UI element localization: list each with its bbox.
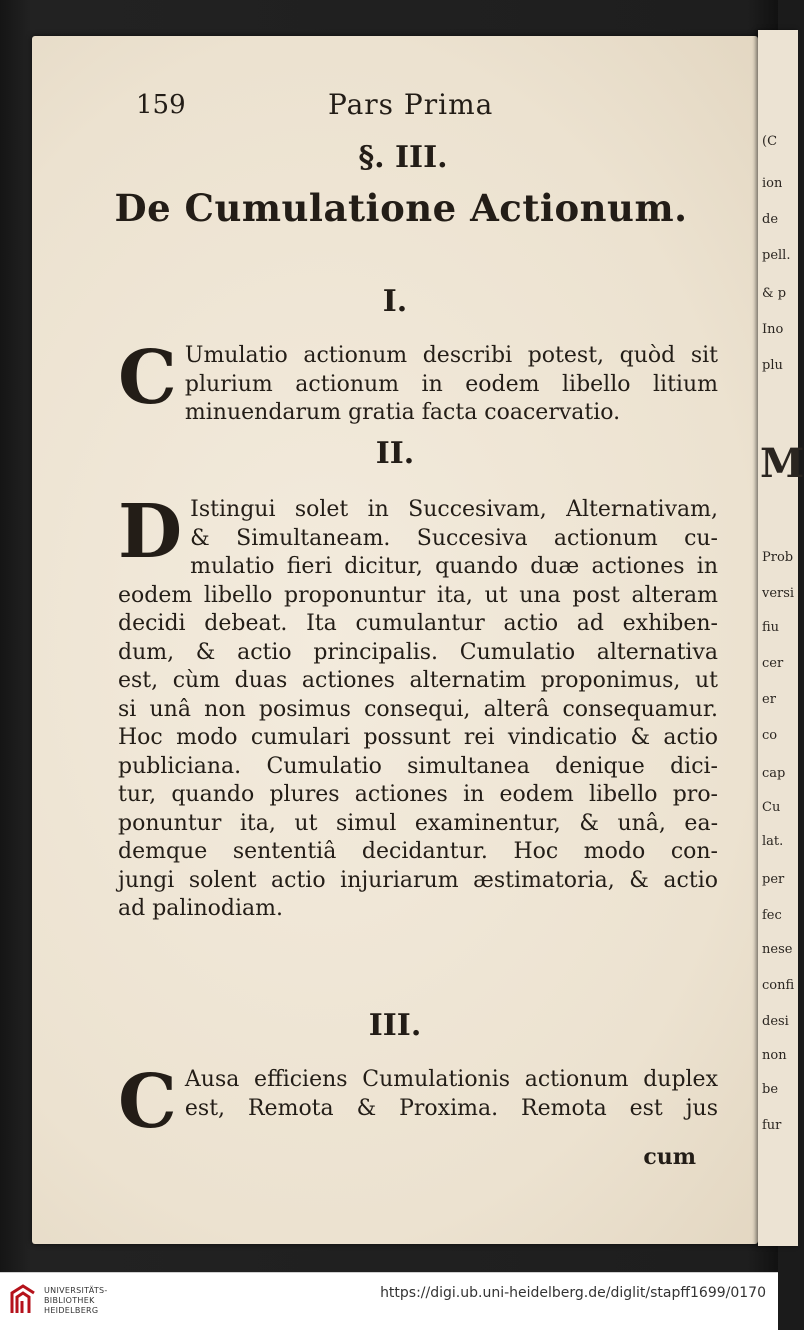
text-line: decidi debeat. Ita cumulantur actio ad exhiben- <box>118 611 718 636</box>
text-line: eodem libello proponuntur ita, ut una post alteram <box>118 582 718 608</box>
adjacent-page-text: Ino <box>762 322 784 337</box>
university-library-logo-icon[interactable] <box>8 1283 38 1317</box>
catchword: cum <box>643 1144 696 1170</box>
text-line: Istingui solet in Succesivam, Alternativam, <box>190 497 718 522</box>
text-line: Hoc modo cumulari possunt rei vindicatio & actio <box>118 725 718 750</box>
adjacent-page-text: plu <box>762 358 783 373</box>
running-head: Pars Prima <box>328 88 494 121</box>
adjacent-page-text: er <box>762 692 776 707</box>
text-line: minuendarum gratia facta coacervatio. <box>184 400 621 425</box>
text-line: ponuntur ita, ut simul examinentur, & unâ, ea- <box>118 810 718 836</box>
adjacent-page-text: cap <box>762 766 786 781</box>
text-line: tur, quando plures actiones in eodem libello pro- <box>118 782 718 807</box>
chapter-title: De Cumulatione Actionum. <box>114 186 688 230</box>
library-name-line: UNIVERSITÄTS- <box>44 1286 108 1295</box>
text-line: mulatio fieri dicitur, quando duæ actiones in <box>190 554 718 579</box>
book-page <box>32 36 758 1244</box>
text-line: est, Remota & Proxima. Remota est jus <box>184 1095 718 1121</box>
text-line: publiciana. Cumulatio simultanea denique dici- <box>118 753 718 779</box>
adjacent-page-text: per <box>762 872 785 887</box>
adjacent-page-text: (C <box>762 134 778 149</box>
adjacent-page-text: versi <box>762 586 795 601</box>
adjacent-page-text: cer <box>762 656 784 671</box>
text-line: dum, & actio principalis. Cumulatio alternativa <box>118 639 718 665</box>
adjacent-page-text: pell. <box>762 248 791 263</box>
adjacent-page-text: Prob <box>762 550 794 565</box>
paragraph-number-1: I. <box>382 284 408 319</box>
text-line: plurium actionum in eodem libello litium <box>184 371 718 397</box>
adjacent-page-text: de <box>762 212 779 227</box>
adjacent-page-text: lat. <box>762 834 784 849</box>
adjacent-page-text: co <box>762 728 778 743</box>
text-line: jungi solent actio injuriarum æstimatoria, & actio <box>118 867 718 893</box>
adjacent-page-text: fur <box>762 1118 782 1133</box>
paragraph-1 <box>118 335 718 428</box>
drop-cap: D <box>118 489 183 575</box>
adjacent-page-text: fec <box>762 908 782 923</box>
text-line: ad palinodiam. <box>118 896 283 921</box>
paragraph-number-2: II. <box>375 436 415 471</box>
adjacent-page-text: confi <box>762 978 795 993</box>
text-line: est, cùm duas actiones alternatim proponimus, ut <box>118 668 718 693</box>
page-header <box>32 86 758 126</box>
adjacent-page-edge <box>758 30 804 1246</box>
text-line: Ausa efficiens Cumulationis actionum duplex <box>184 1067 718 1092</box>
viewer-footer <box>0 1272 778 1330</box>
adjacent-page-text: M <box>760 440 804 487</box>
adjacent-page-text: be <box>762 1082 779 1097</box>
permalink-url[interactable]: https://digi.ub.uni-heidelberg.de/diglit/stapff1699/0170 <box>380 1285 766 1301</box>
adjacent-page-text: desi <box>762 1014 789 1029</box>
adjacent-page-text: nese <box>762 942 793 957</box>
page-number: 159 <box>136 90 186 120</box>
adjacent-page-text: non <box>762 1048 787 1063</box>
paragraph-3 <box>118 1059 718 1145</box>
text-line: si unâ non posimus consequi, alterâ consequamur. <box>118 696 718 722</box>
adjacent-page-text: ion <box>762 176 783 191</box>
section-heading: §. III. <box>358 140 448 175</box>
library-name-line: HEIDELBERG <box>44 1306 99 1315</box>
library-name-line: BIBLIOTHEK <box>44 1296 95 1305</box>
library-name <box>44 1286 108 1316</box>
adjacent-page-text: Cu <box>762 800 781 815</box>
text-line: Umulatio actionum describi potest, quòd sit <box>184 343 718 368</box>
drop-cap: C <box>118 1059 177 1145</box>
text-line: & Simultaneam. Succesiva actionum cu- <box>190 525 718 551</box>
adjacent-page-text: & p <box>762 286 787 301</box>
text-line: demque sententiâ decidantur. Hoc modo con- <box>118 839 718 864</box>
drop-cap: C <box>118 335 177 421</box>
paragraph-2 <box>118 489 718 924</box>
adjacent-page-text: fiu <box>762 620 780 635</box>
paragraph-number-3: III. <box>368 1008 422 1043</box>
